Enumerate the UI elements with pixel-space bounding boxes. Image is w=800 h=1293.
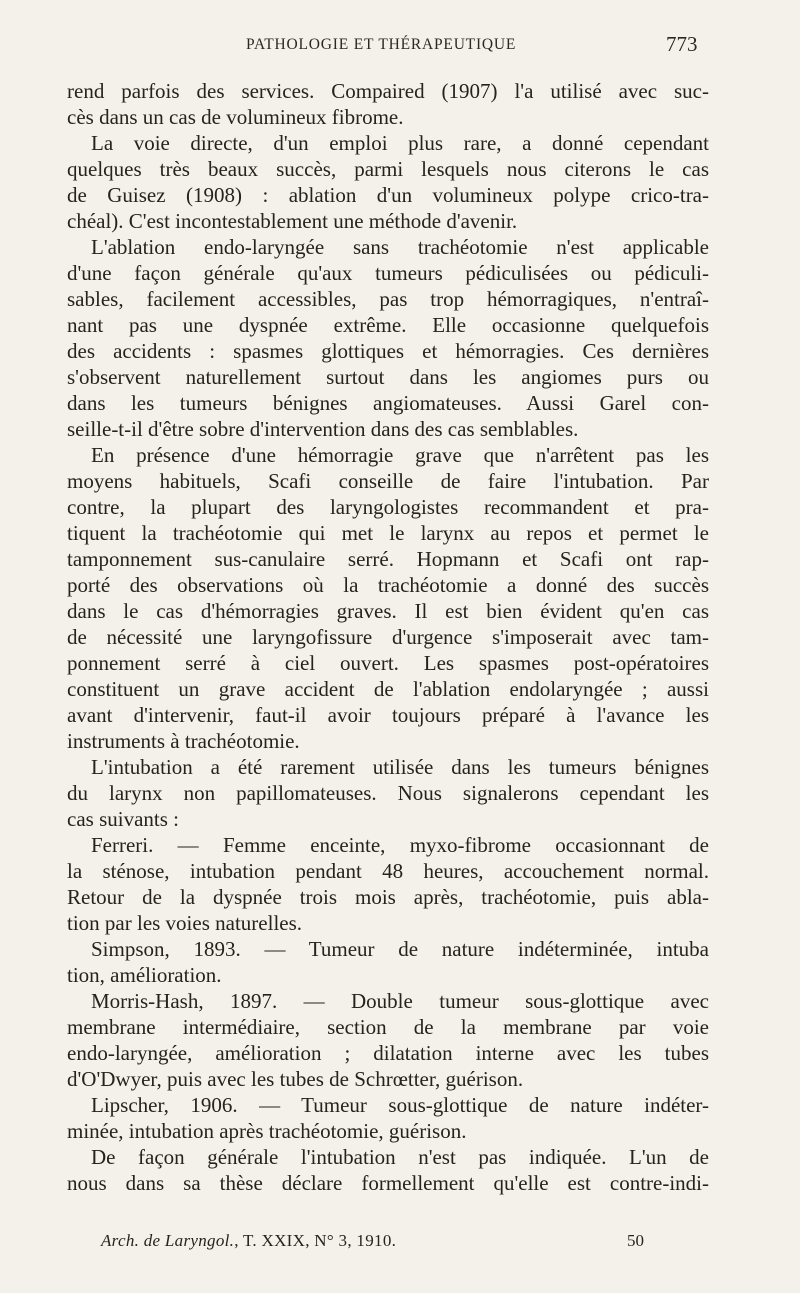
text-line: Morris-Hash, 1897. — Double tumeur sous-glottique avec <box>91 989 709 1013</box>
text-line: de nécessité une laryngofissure d'urgence s'imposerait avec tam- <box>67 625 709 649</box>
text-line: nous dans sa thèse déclare formellement qu'elle est contre-indi- <box>67 1171 709 1195</box>
text-line: Simpson, 1893. — Tumeur de nature indéterminée, intuba <box>91 937 709 961</box>
text-line: endo-laryngée, amélioration ; dilatation interne avec les tubes <box>67 1041 709 1065</box>
text-line: dans le cas d'hémorragies graves. Il est bien évident qu'en cas <box>67 599 709 623</box>
text-line: d'une façon générale qu'aux tumeurs pédiculisées ou pédiculi- <box>67 261 709 285</box>
text-line: des accidents : spasmes glottiques et hémorragies. Ces dernières <box>67 339 709 363</box>
page-number: 773 <box>666 32 698 56</box>
text-line: du larynx non papillomateuses. Nous signalerons cependant les <box>67 781 709 805</box>
text-line: instruments à trachéotomie. <box>67 729 300 753</box>
journal-reference <box>101 1231 396 1251</box>
text-line: s'observent naturellement surtout dans les angiomes purs ou <box>67 365 709 389</box>
text-line: cas suivants : <box>67 807 179 831</box>
text-line: tion, amélioration. <box>67 963 222 987</box>
text-line: cès dans un cas de volumineux fibrome. <box>67 105 404 129</box>
text-line: nant pas une dyspnée extrême. Elle occasionne quelquefois <box>67 313 709 337</box>
text-line: ponnement serré à ciel ouvert. Les spasmes post-opératoires <box>67 651 709 675</box>
text-line: dans les tumeurs bénignes angiomateuses. Aussi Garel con- <box>67 391 709 415</box>
text-line: avant d'intervenir, faut-il avoir toujours préparé à l'avance les <box>67 703 709 727</box>
text-line: Retour de la dyspnée trois mois après, trachéotomie, puis abla- <box>67 885 709 909</box>
body-text <box>67 78 709 1196</box>
text-line: membrane intermédiaire, section de la membrane par voie <box>67 1015 709 1039</box>
text-line: En présence d'une hémorragie grave que n'arrêtent pas les <box>91 443 709 467</box>
text-line: tamponnement sus-canulaire serré. Hopmann et Scafi ont rap- <box>67 547 709 571</box>
text-line: Lipscher, 1906. — Tumeur sous-glottique de nature indéter- <box>91 1093 709 1117</box>
text-line: tiquent la trachéotomie qui met le larynx au repos et permet le <box>67 521 709 545</box>
text-line: chéal). C'est incontestablement une méthode d'avenir. <box>67 209 518 233</box>
text-line: porté des observations où la trachéotomie a donné des succès <box>67 573 709 597</box>
text-line: L'ablation endo-laryngée sans trachéotomie n'est applicable <box>91 235 709 259</box>
journal-abbrev: Arch. de Laryngol. <box>101 1231 235 1250</box>
page-footer <box>0 1231 800 1257</box>
text-line: L'intubation a été rarement utilisée dans les tumeurs bénignes <box>91 755 709 779</box>
text-line: contre, la plupart des laryngologistes recommandent et pra- <box>67 495 709 519</box>
text-line: moyens habituels, Scafi conseille de faire l'intubation. Par <box>67 469 709 493</box>
text-line: seille-t-il d'être sobre d'intervention dans des cas semblables. <box>67 417 579 441</box>
text-line: Ferreri. — Femme enceinte, myxo-fibrome occasionnant de <box>91 833 709 857</box>
running-head: PATHOLOGIE ET THÉRAPEUTIQUE <box>246 36 517 53</box>
text-line: d'O'Dwyer, puis avec les tubes de Schrœtter, guérison. <box>67 1067 524 1091</box>
signature-mark: 50 <box>627 1231 644 1250</box>
text-line: minée, intubation après trachéotomie, guérison. <box>67 1119 467 1143</box>
text-line: tion par les voies naturelles. <box>67 911 303 935</box>
text-line: La voie directe, d'un emploi plus rare, a donné cependant <box>91 131 709 155</box>
page-header <box>0 32 800 60</box>
text-line: la sténose, intubation pendant 48 heures, accouchement normal. <box>67 859 709 883</box>
text-line: De façon générale l'intubation n'est pas indiquée. L'un de <box>91 1145 709 1169</box>
text-line: constituent un grave accident de l'ablation endolaryngée ; aussi <box>67 677 709 701</box>
text-line: quelques très beaux succès, parmi lesquels nous citerons le cas <box>67 157 709 181</box>
text-line: sables, facilement accessibles, pas trop hémorragiques, n'entraî- <box>67 287 709 311</box>
journal-details: , T. XXIX, N° 3, 1910. <box>234 1231 397 1250</box>
text-line: rend parfois des services. Compaired (1907) l'a utilisé avec suc- <box>67 79 709 103</box>
text-line: de Guisez (1908) : ablation d'un volumineux polype crico-tra- <box>67 183 709 207</box>
